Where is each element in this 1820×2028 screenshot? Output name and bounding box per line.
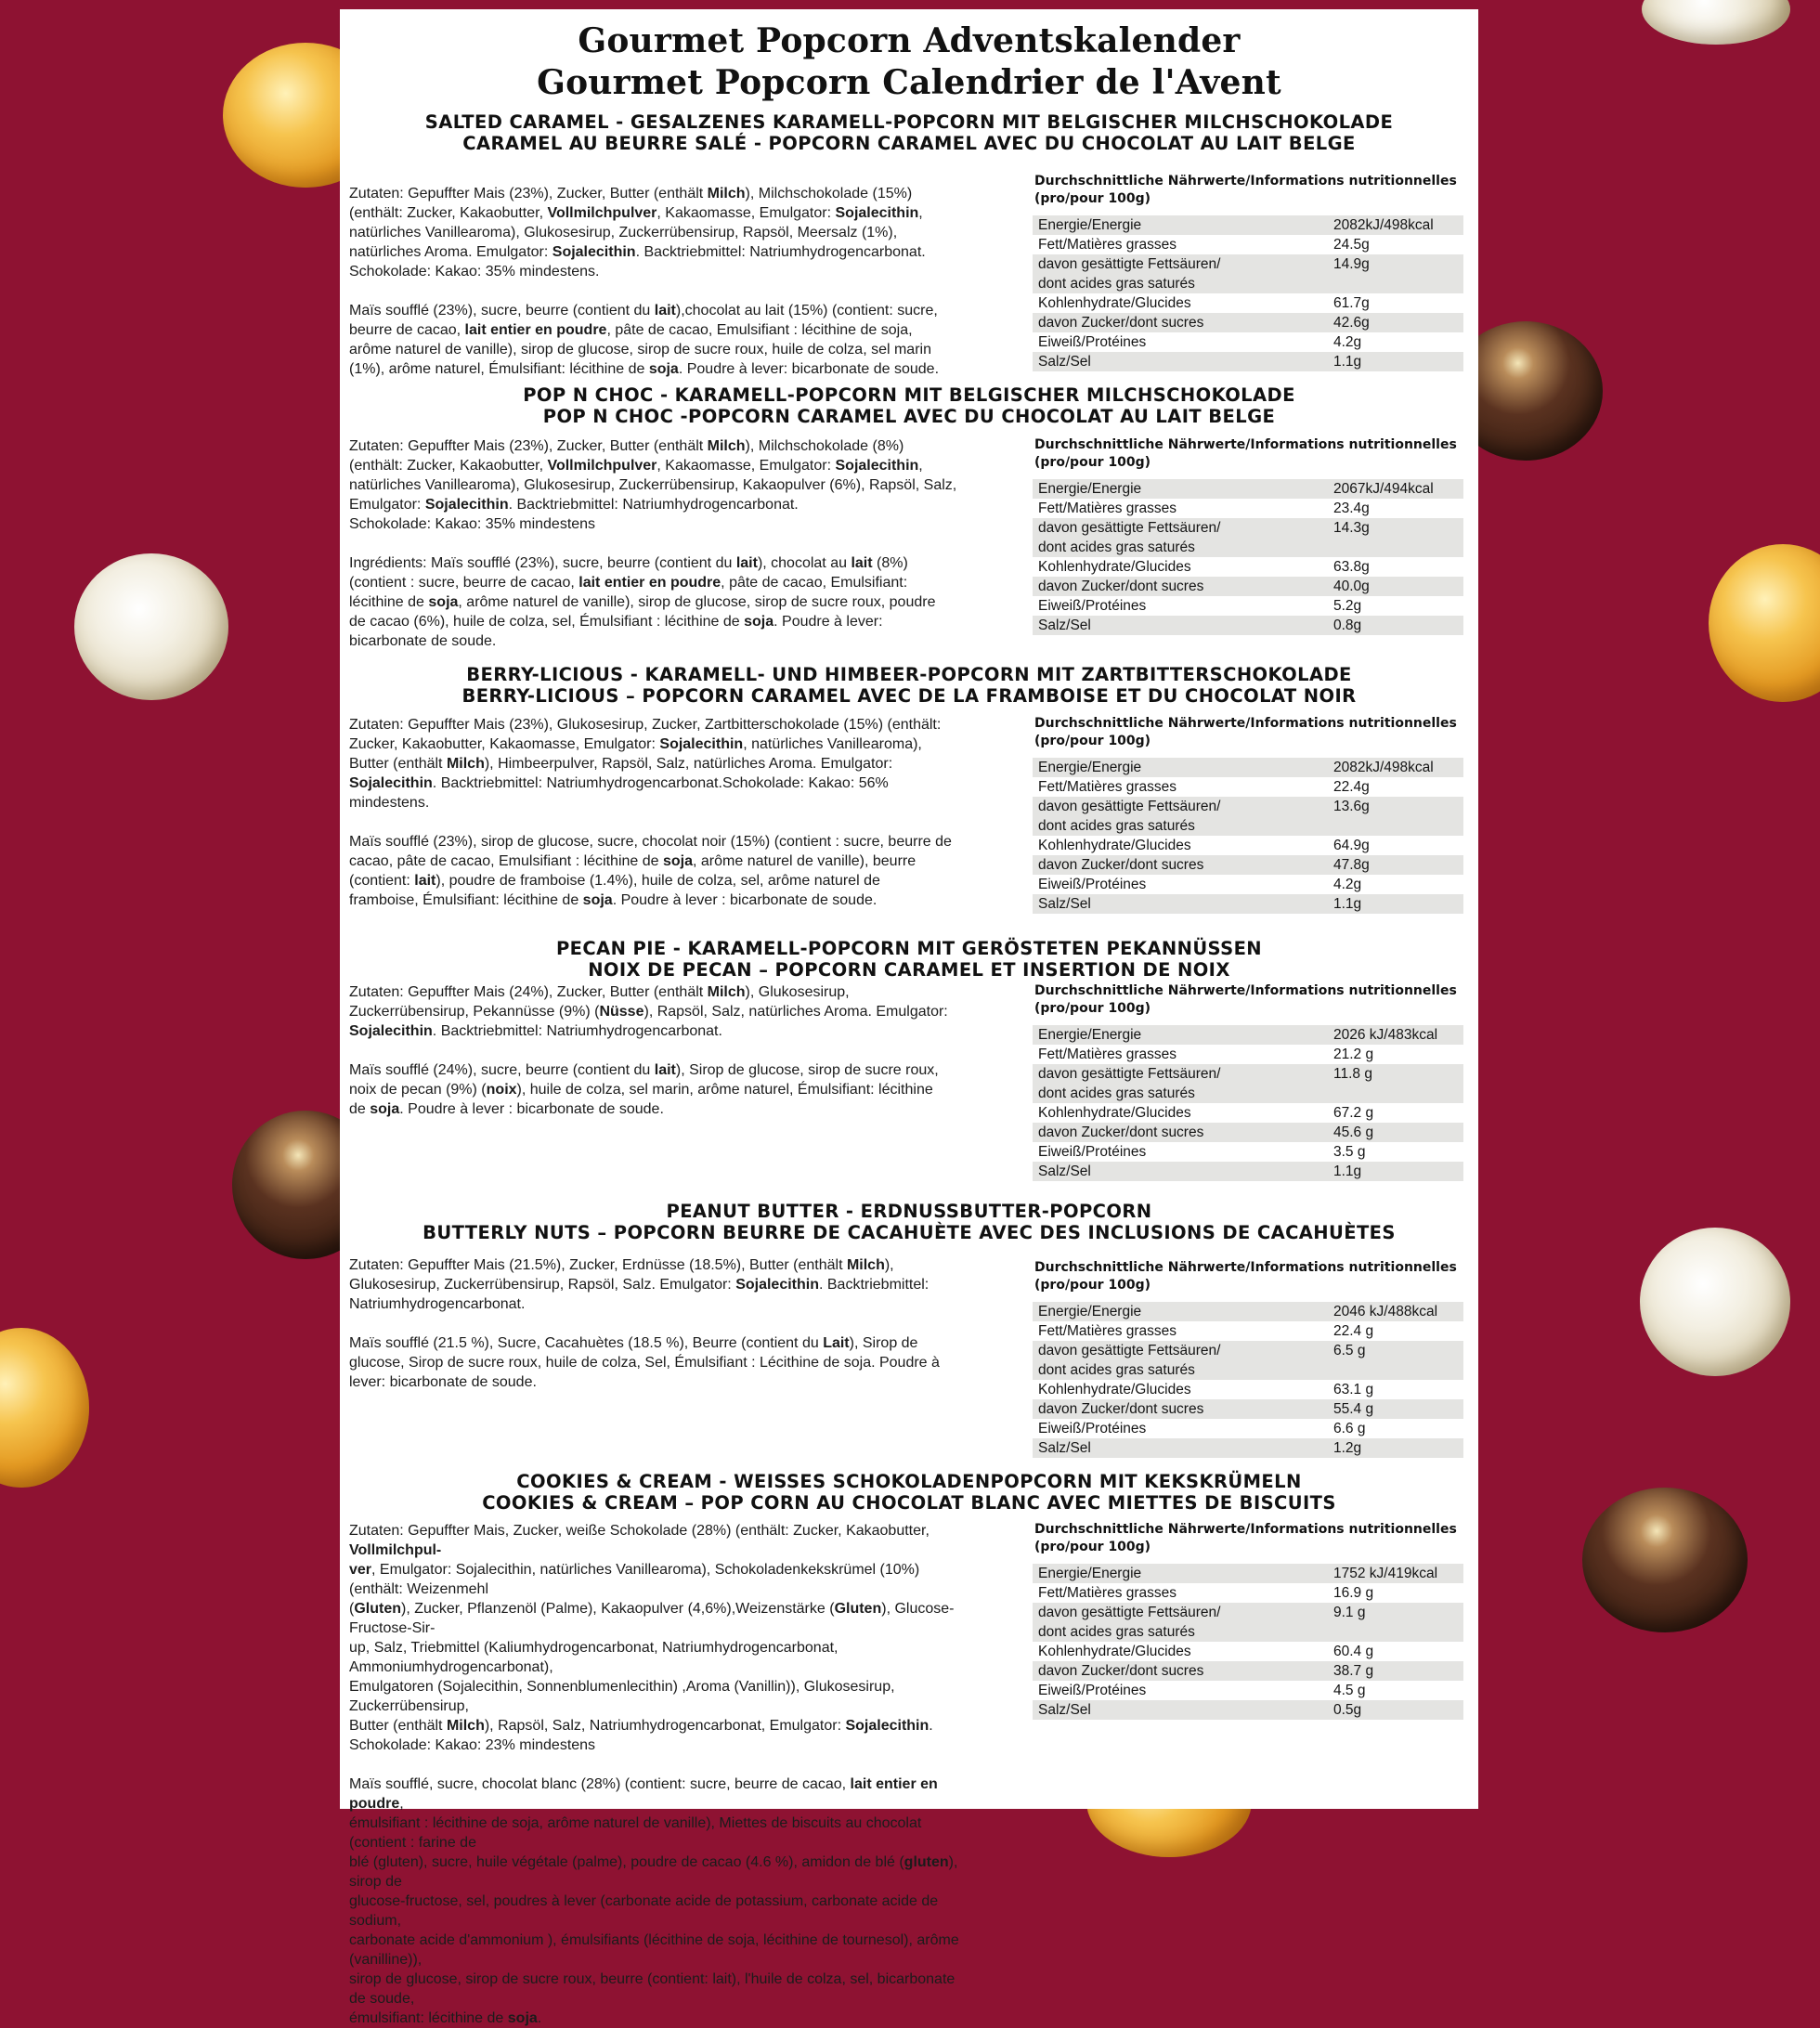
- nutrition-row: [1033, 596, 1463, 616]
- white-popcorn-image: [1642, 0, 1790, 45]
- nutrition-label: Kohlenhydrate/Glucides: [1033, 1380, 1332, 1399]
- ingredients-block: [349, 715, 962, 910]
- chocolate-popcorn-image: [1582, 1488, 1748, 1632]
- nutrition-row: [1033, 1642, 1463, 1661]
- nutrition-row: [1033, 875, 1463, 894]
- nutrition-label: Energie/Energie: [1033, 215, 1332, 235]
- nutrition-title: Durchschnittliche Nährwerte/Informations nutritionnelles (pro/pour 100g): [1034, 1522, 1457, 1554]
- nutrition-value: 14.3g: [1332, 518, 1463, 557]
- nutrition-row: [1033, 293, 1463, 313]
- product-heading-german: SALTED CARAMEL - GESALZENES KARAMELL-POPCORN MIT BELGISCHER MILCHSCHOKOLADE: [424, 111, 1394, 133]
- nutrition-label: Fett/Matières grasses: [1033, 777, 1332, 797]
- nutrition-value: 9.1 g: [1332, 1603, 1463, 1642]
- nutrition-row: [1033, 1681, 1463, 1700]
- ingredients-german: Zutaten: Gepuffter Mais (24%), Zucker, Butter (enthält Milch), Glukosesirup, Zuckerrübensirup, Pekannüsse (9%) (Nüsse), Rapsöl, Salz, natürliches Aroma. Emulgator: Sojalecithin. Backtriebmittel: Natriumhydrogencarbonat.: [349, 984, 948, 1039]
- white-popcorn-image: [74, 553, 228, 700]
- title-german: Gourmet Popcorn Adventskalender: [578, 21, 1241, 60]
- ingredients-french: Maïs soufflé (23%), sucre, beurre (contient du lait),chocolat au lait (15%) (contient: sucre, beurre de cacao, lait entier en poudre, pâte de cacao, Emulsifiant : lécithine de soja, arôme naturel de vanille), sirop de glucose, sirop de sucre roux, huile de colza, sel marin (1%), arôme naturel, Émulsifiant: lécithine de soja. Poudre à lever: bicarbonate de soude.: [349, 303, 940, 377]
- nutrition-row: [1033, 254, 1463, 293]
- nutrition-row: [1033, 1661, 1463, 1681]
- caramel-popcorn-image: [0, 1328, 89, 1488]
- product-section: [340, 1471, 1478, 2026]
- ingredients-german: Zutaten: Gepuffter Mais (21.5%), Zucker, Erdnüsse (18.5%), Butter (enthält Milch), Glukosesirup, Zuckerrübensirup, Rapsöl, Salz. Emulgator: Sojalecithin. Backtriebmittel: Natriumhydrogencarbonat.: [349, 1257, 930, 1312]
- product-heading-french: BUTTERLY NUTS – POPCORN BEURRE DE CACAHUÈTE AVEC DES INCLUSIONS DE CACAHUÈTES: [422, 1222, 1396, 1243]
- nutrition-row: [1033, 777, 1463, 797]
- ingredients-french: Maïs soufflé (24%), sucre, beurre (contient du lait), Sirop de glucose, sirop de sucre roux, noix de pecan (9%) (noix), huile de colza, sel marin, arôme naturel, Émulsifiant: lécithine de soja. Poudre à lever : bicarbonate de soude.: [349, 1062, 939, 1117]
- nutrition-row: [1033, 758, 1463, 777]
- nutrition-title: Durchschnittliche Nährwerte/Informations nutritionnelles (pro/pour 100g): [1034, 716, 1457, 748]
- nutrition-title: Durchschnittliche Nährwerte/Informations nutritionnelles (pro/pour 100g): [1034, 437, 1457, 470]
- nutrition-row: [1033, 797, 1463, 836]
- nutrition-label: Kohlenhydrate/Glucides: [1033, 1103, 1332, 1123]
- nutrition-row: [1033, 313, 1463, 332]
- nutrition-value: 42.6g: [1332, 313, 1463, 332]
- product-heading-german: BERRY-LICIOUS - KARAMELL- UND HIMBEER-POPCORN MIT ZARTBITTERSCHOKOLADE: [466, 664, 1352, 685]
- nutrition-value: 24.5g: [1332, 235, 1463, 254]
- nutrition-label: Eiweiß/Protéines: [1033, 875, 1332, 894]
- nutrition-row: [1033, 1103, 1463, 1123]
- nutrition-table: [1033, 1302, 1463, 1458]
- nutrition-label: davon Zucker/dont sucres: [1033, 1123, 1332, 1142]
- nutrition-label: davon Zucker/dont sucres: [1033, 1661, 1332, 1681]
- nutrition-label: davon gesättigte Fettsäuren/ dont acides gras saturés: [1033, 254, 1332, 293]
- nutrition-value: 45.6 g: [1332, 1123, 1463, 1142]
- nutrition-label: Salz/Sel: [1033, 1162, 1332, 1181]
- nutrition-row: [1033, 1438, 1463, 1458]
- nutrition-title: Durchschnittliche Nährwerte/Informations nutritionnelles (pro/pour 100g): [1034, 174, 1457, 206]
- nutrition-label: Eiweiß/Protéines: [1033, 1142, 1332, 1162]
- nutrition-label: davon gesättigte Fettsäuren/ dont acides gras saturés: [1033, 518, 1332, 557]
- nutrition-value: 67.2 g: [1332, 1103, 1463, 1123]
- nutrition-label: Eiweiß/Protéines: [1033, 1681, 1332, 1700]
- nutrition-value: 16.9 g: [1332, 1583, 1463, 1603]
- nutrition-row: [1033, 1045, 1463, 1064]
- nutrition-label: davon gesättigte Fettsäuren/ dont acides gras saturés: [1033, 797, 1332, 836]
- product-heading-german: PECAN PIE - KARAMELL-POPCORN MIT GERÖSTETEN PEKANNÜSSEN: [555, 938, 1263, 959]
- nutrition-label: davon Zucker/dont sucres: [1033, 313, 1332, 332]
- nutrition-value: 1.1g: [1332, 352, 1463, 371]
- nutrition-label: Eiweiß/Protéines: [1033, 332, 1332, 352]
- ingredients-block: [349, 184, 962, 379]
- nutrition-info-panel: [340, 9, 1478, 2026]
- nutrition-block: [1033, 173, 1467, 371]
- product-heading-german: POP N CHOC - KARAMELL-POPCORN MIT BELGISCHER MILCHSCHOKOLADE: [523, 384, 1295, 406]
- nutrition-row: [1033, 1583, 1463, 1603]
- nutrition-label: davon gesättigte Fettsäuren/ dont acides gras saturés: [1033, 1603, 1332, 1642]
- nutrition-row: [1033, 1700, 1463, 1720]
- nutrition-block: [1033, 982, 1467, 1181]
- nutrition-table: [1033, 1025, 1463, 1181]
- nutrition-label: davon Zucker/dont sucres: [1033, 577, 1332, 596]
- nutrition-label: Fett/Matières grasses: [1033, 1045, 1332, 1064]
- nutrition-label: Fett/Matières grasses: [1033, 1321, 1332, 1341]
- nutrition-label: davon gesättigte Fettsäuren/ dont acides gras saturés: [1033, 1064, 1332, 1103]
- ingredients-german: Zutaten: Gepuffter Mais, Zucker, weiße Schokolade (28%) (enthält: Zucker, Kakaobutter, Vollmilchpul- ver, Emulgator: Sojalecithin, natürliches Vanillearoma), Schokoladenkekskrümel (10%) (enthält: Weizenmehl (Gluten), Zucker, Pflanzenöl (Palme), Kakaopulver (4,6%),Weizenstärke (Gluten), Glucose-Fructose-Sir- up, Salz, Triebmittel (Kaliumhydrogencarbonat, Natriumhydrogencarbonat, Ammoniumhydrogencarbonat), Emulgatoren (Sojalecithin, Sonnenblumenlecithin) ,Aroma (Vanillin)), Glukosesirup, Zuckerrübensirup, Butter (enthält Milch), Rapsöl, Salz, Natriumhydrogencarbonat, Emulgator: Sojalecithin. Schokolade: Kakao: 23% mindestens: [349, 1523, 955, 1753]
- nutrition-value: 40.0g: [1332, 577, 1463, 596]
- nutrition-label: Energie/Energie: [1033, 758, 1332, 777]
- nutrition-value: 2026 kJ/483kcal: [1332, 1025, 1463, 1045]
- nutrition-label: Fett/Matières grasses: [1033, 499, 1332, 518]
- nutrition-row: [1033, 894, 1463, 914]
- product-section: [340, 938, 1478, 1179]
- nutrition-value: 13.6g: [1332, 797, 1463, 836]
- nutrition-row: [1033, 518, 1463, 557]
- nutrition-block: [1033, 1521, 1467, 1720]
- nutrition-value: 0.8g: [1332, 616, 1463, 635]
- nutrition-row: [1033, 499, 1463, 518]
- product-heading-french: POP N CHOC -POPCORN CARAMEL AVEC DU CHOCOLAT AU LAIT BELGE: [542, 406, 1276, 427]
- nutrition-label: Salz/Sel: [1033, 1438, 1332, 1458]
- ingredients-french: Maïs soufflé, sucre, chocolat blanc (28%) (contient: sucre, beurre de cacao, lait entier en poudre, émulsifiant : lécithine de soja, arôme naturel de vanille), Miettes de biscuits au chocolat (contient : farine de blé (gluten), sucre, huile végétale (palme), poudre de cacao (4.6 %), amidon de blé (gluten), sirop de glucose-fructose, sel, poudres à lever (carbonate acide de potassium, carbonate acide de sodium, carbonate acide d'ammonium ), émulsifiants (lécithine de soja, lécithine de tournesol), arôme (vanilline)), sirop de glucose, sirop de sucre roux, beurre (contient: lait), l'huile de colza, sel, bicarbonate de soude, émulsifiant: lécithine de soja.: [349, 1776, 959, 2026]
- nutrition-row: [1033, 1302, 1463, 1321]
- nutrition-label: davon Zucker/dont sucres: [1033, 855, 1332, 875]
- nutrition-value: 1.1g: [1332, 894, 1463, 914]
- nutrition-value: 55.4 g: [1332, 1399, 1463, 1419]
- nutrition-label: Energie/Energie: [1033, 479, 1332, 499]
- nutrition-value: 5.2g: [1332, 596, 1463, 616]
- product-section: [340, 111, 1478, 377]
- nutrition-table: [1033, 479, 1463, 635]
- ingredients-block: [349, 982, 962, 1119]
- nutrition-row: [1033, 1064, 1463, 1103]
- nutrition-row: [1033, 479, 1463, 499]
- nutrition-row: [1033, 557, 1463, 577]
- nutrition-label: davon Zucker/dont sucres: [1033, 1399, 1332, 1419]
- product-section: [340, 1201, 1478, 1456]
- nutrition-value: 63.1 g: [1332, 1380, 1463, 1399]
- ingredients-french: Maïs soufflé (23%), sirop de glucose, sucre, chocolat noir (15%) (contient : sucre, beurre de cacao, pâte de cacao, Emulsifiant : lécithine de soja, arôme naturel de vanille), beurre (contient: lait), poudre de framboise (1.4%), huile de colza, sel, arôme naturel de framboise, Émulsifiant: lécithine de soja. Poudre à lever : bicarbonate de soude.: [349, 834, 952, 908]
- nutrition-value: 2046 kJ/488kcal: [1332, 1302, 1463, 1321]
- nutrition-value: 4.5 g: [1332, 1681, 1463, 1700]
- nutrition-row: [1033, 1321, 1463, 1341]
- nutrition-value: 2082kJ/498kcal: [1332, 758, 1463, 777]
- nutrition-label: Salz/Sel: [1033, 352, 1332, 371]
- nutrition-row: [1033, 215, 1463, 235]
- white-popcorn-image: [1640, 1228, 1790, 1376]
- nutrition-block: [1033, 436, 1467, 635]
- nutrition-block: [1033, 1259, 1467, 1458]
- nutrition-label: Energie/Energie: [1033, 1025, 1332, 1045]
- nutrition-row: [1033, 1419, 1463, 1438]
- nutrition-label: Salz/Sel: [1033, 894, 1332, 914]
- nutrition-label: Fett/Matières grasses: [1033, 1583, 1332, 1603]
- nutrition-value: 3.5 g: [1332, 1142, 1463, 1162]
- nutrition-row: [1033, 1142, 1463, 1162]
- nutrition-value: 21.2 g: [1332, 1045, 1463, 1064]
- ingredients-french: Ingrédients: Maïs soufflé (23%), sucre, beurre (contient du lait), chocolat au lait (8%) (contient : sucre, beurre de cacao, lait entier en poudre, pâte de cacao, Emulsifiant: lécithine de soja, arôme naturel de vanille), sirop de glucose, sirop de sucre roux, poudre de cacao (6%), huile de colza, sel, Émulsifiant : lécithine de soja. Poudre à lever: bicarbonate de soude.: [349, 555, 936, 649]
- nutrition-value: 6.6 g: [1332, 1419, 1463, 1438]
- nutrition-label: Energie/Energie: [1033, 1564, 1332, 1583]
- nutrition-value: 22.4 g: [1332, 1321, 1463, 1341]
- nutrition-table: [1033, 1564, 1463, 1720]
- nutrition-value: 11.8 g: [1332, 1064, 1463, 1103]
- nutrition-value: 61.7g: [1332, 293, 1463, 313]
- nutrition-label: Fett/Matières grasses: [1033, 235, 1332, 254]
- nutrition-value: 23.4g: [1332, 499, 1463, 518]
- nutrition-block: [1033, 715, 1467, 914]
- nutrition-value: 63.8g: [1332, 557, 1463, 577]
- nutrition-row: [1033, 1025, 1463, 1045]
- nutrition-row: [1033, 855, 1463, 875]
- nutrition-value: 22.4g: [1332, 777, 1463, 797]
- nutrition-value: 2082kJ/498kcal: [1332, 215, 1463, 235]
- nutrition-row: [1033, 616, 1463, 635]
- nutrition-row: [1033, 352, 1463, 371]
- nutrition-row: [1033, 1603, 1463, 1642]
- product-section: [340, 384, 1478, 649]
- nutrition-label: davon gesättigte Fettsäuren/ dont acides gras saturés: [1033, 1341, 1332, 1380]
- ingredients-german: Zutaten: Gepuffter Mais (23%), Glukosesirup, Zucker, Zartbitterschokolade (15%) (enthält: Zucker, Kakaobutter, Kakaomasse, Emulgator: Sojalecithin, natürliches Vanillearoma), Butter (enthält Milch), Himbeerpulver, Rapsöl, Salz, natürliches Aroma. Emulgator: Sojalecithin. Backtriebmittel: Natriumhydrogencarbonat.Schokolade: Kakao: 56% mindestens.: [349, 717, 942, 811]
- nutrition-value: 1.1g: [1332, 1162, 1463, 1181]
- ingredients-german: Zutaten: Gepuffter Mais (23%), Zucker, Butter (enthält Milch), Milchschokolade (8%) (enthält: Zucker, Kakaobutter, Vollmilchpulver, Kakaomasse, Emulgator: Sojalecithin, natürliches Vanillearoma), Glukosesirup, Zuckerrübensirup, Kakaopulver (6%), Rapsöl, Salz, Emulgator: Sojalecithin. Backtriebmittel: Natriumhydrogencarbonat. Schokolade: Kakao: 35% mindestens: [349, 438, 957, 532]
- nutrition-value: 0.5g: [1332, 1700, 1463, 1720]
- ingredients-french: Maïs soufflé (21.5 %), Sucre, Cacahuètes (18.5 %), Beurre (contient du Lait), Sirop de glucose, Sirop de sucre roux, huile de colza, Sel, Émulsifiant : Lécithine de soja. Poudre à lever: bicarbonate de soude.: [349, 1335, 940, 1390]
- ingredients-block: [349, 1521, 962, 2028]
- nutrition-value: 1752 kJ/419kcal: [1332, 1564, 1463, 1583]
- title-french: Gourmet Popcorn Calendrier de l'Avent: [537, 63, 1281, 102]
- nutrition-row: [1033, 235, 1463, 254]
- nutrition-value: 14.9g: [1332, 254, 1463, 293]
- nutrition-label: Eiweiß/Protéines: [1033, 1419, 1332, 1438]
- nutrition-row: [1033, 1162, 1463, 1181]
- nutrition-label: Eiweiß/Protéines: [1033, 596, 1332, 616]
- nutrition-label: Kohlenhydrate/Glucides: [1033, 293, 1332, 313]
- nutrition-row: [1033, 1341, 1463, 1380]
- nutrition-value: 4.2g: [1332, 332, 1463, 352]
- caramel-popcorn-image: [1709, 544, 1820, 702]
- ingredients-block: [349, 1255, 962, 1392]
- nutrition-table: [1033, 215, 1463, 371]
- nutrition-label: Kohlenhydrate/Glucides: [1033, 836, 1332, 855]
- nutrition-row: [1033, 1380, 1463, 1399]
- product-heading-french: NOIX DE PECAN – POPCORN CARAMEL ET INSERTION DE NOIX: [588, 959, 1230, 981]
- nutrition-label: Energie/Energie: [1033, 1302, 1332, 1321]
- nutrition-row: [1033, 836, 1463, 855]
- nutrition-title: Durchschnittliche Nährwerte/Informations nutritionnelles (pro/pour 100g): [1034, 1260, 1457, 1293]
- nutrition-row: [1033, 1399, 1463, 1419]
- nutrition-label: Kohlenhydrate/Glucides: [1033, 557, 1332, 577]
- product-section: [340, 664, 1478, 912]
- nutrition-value: 38.7 g: [1332, 1661, 1463, 1681]
- nutrition-label: Salz/Sel: [1033, 1700, 1332, 1720]
- nutrition-table: [1033, 758, 1463, 914]
- ingredients-block: [349, 436, 962, 651]
- nutrition-value: 6.5 g: [1332, 1341, 1463, 1380]
- product-heading-german: PEANUT BUTTER - ERDNUSSBUTTER-POPCORN: [666, 1201, 1152, 1222]
- product-heading-german: COOKIES & CREAM - WEISSES SCHOKOLADENPOPCORN MIT KEKSKRÜMELN: [516, 1471, 1302, 1492]
- nutrition-value: 47.8g: [1332, 855, 1463, 875]
- nutrition-value: 1.2g: [1332, 1438, 1463, 1458]
- nutrition-value: 4.2g: [1332, 875, 1463, 894]
- nutrition-title: Durchschnittliche Nährwerte/Informations nutritionnelles (pro/pour 100g): [1034, 983, 1457, 1016]
- nutrition-value: 64.9g: [1332, 836, 1463, 855]
- nutrition-row: [1033, 332, 1463, 352]
- nutrition-row: [1033, 1123, 1463, 1142]
- nutrition-row: [1033, 1564, 1463, 1583]
- product-heading-french: BERRY-LICIOUS – POPCORN CARAMEL AVEC DE LA FRAMBOISE ET DU CHOCOLAT NOIR: [462, 685, 1357, 707]
- product-heading-french: CARAMEL AU BEURRE SALÉ - POPCORN CARAMEL AVEC DU CHOCOLAT AU LAIT BELGE: [462, 133, 1356, 154]
- ingredients-german: Zutaten: Gepuffter Mais (23%), Zucker, Butter (enthält Milch), Milchschokolade (15%) (enthält: Zucker, Kakaobutter, Vollmilchpulver, Kakaomasse, Emulgator: Sojalecithin, natürliches Vanillearoma), Glukosesirup, Zuckerrübensirup, Rapsöl, Meersalz (1%), natürliches Aroma. Emulgator: Sojalecithin. Backtriebmittel: Natriumhydrogencarbonat. Schokolade: Kakao: 35% mindestens.: [349, 186, 926, 280]
- nutrition-row: [1033, 577, 1463, 596]
- nutrition-label: Salz/Sel: [1033, 616, 1332, 635]
- nutrition-value: 60.4 g: [1332, 1642, 1463, 1661]
- nutrition-label: Kohlenhydrate/Glucides: [1033, 1642, 1332, 1661]
- product-heading-french: COOKIES & CREAM – POP CORN AU CHOCOLAT BLANC AVEC MIETTES DE BISCUITS: [482, 1492, 1336, 1514]
- nutrition-value: 2067kJ/494kcal: [1332, 479, 1463, 499]
